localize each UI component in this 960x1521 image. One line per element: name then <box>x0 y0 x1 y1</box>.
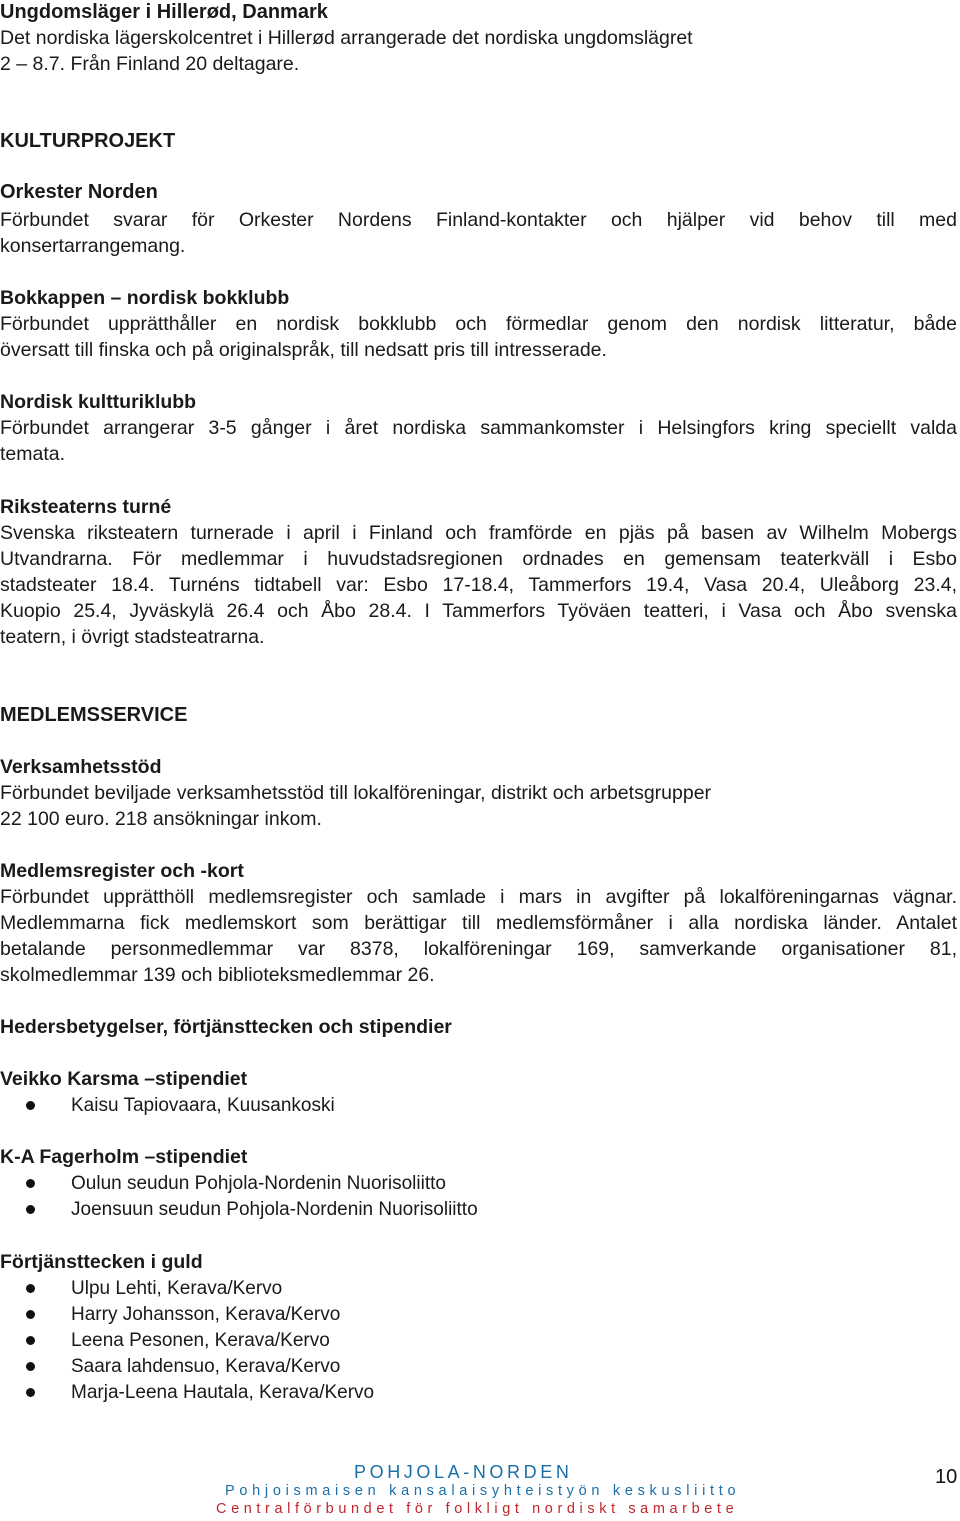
paragraph-line: betalande personmedlemmar var 8378, lokalföreningar 169, samverkande organisationer 81, <box>0 938 957 960</box>
subheading-medlemsregister: Medlemsregister och -kort <box>0 860 244 882</box>
footer-org-name: POHJOLA-NORDEN <box>354 1462 573 1482</box>
paragraph-line: Förbundet arrangerar 3-5 gånger i året nordiska sammankomster i Helsingfors kring speciellt valda <box>0 417 957 439</box>
paragraph-line: konsertarrangemang. <box>0 235 186 257</box>
bullet-icon <box>26 1205 35 1214</box>
paragraph-line: Kuopio 25.4, Jyväskylä 26.4 och Åbo 28.4. I Tammerfors Työväen teatteri, i Vasa och Åbo svenska <box>0 600 957 622</box>
section-heading-ungdomslager: Ungdomsläger i Hillerød, Danmark <box>0 1 328 23</box>
paragraph-line: Svenska riksteatern turnerade i april i Finland och framförde en pjäs på basen av Wilhelm Mobergs <box>0 522 957 544</box>
list-item: Joensuun seudun Pohjola-Nordenin Nuorisoliitto <box>71 1199 478 1220</box>
list-item: Marja-Leena Hautala, Kerava/Kervo <box>71 1382 375 1403</box>
section-heading-medlemsservice: MEDLEMSSERVICE <box>0 704 188 726</box>
paragraph-line: översatt till finska och på originalspråk, till nedsatt pris till intresserade. <box>0 339 607 361</box>
list-item: Harry Johansson, Kerava/Kervo <box>71 1304 341 1325</box>
bullet-icon <box>26 1101 35 1110</box>
paragraph-line: Utvandrarna. För medlemmar i huvudstadsregionen ordnades en gemensam teaterkväll i Esbo <box>0 548 957 570</box>
bullet-icon <box>26 1362 35 1371</box>
subheading-hedersbetygelser: Hedersbetygelser, förtjänsttecken och stipendier <box>0 1016 452 1038</box>
paragraph-line: stadsteater 18.4. Turnéns tidtabell var: Esbo 17-18.4, Tammerfors 19.4, Vasa 20.4, Uleåborg 23.4, <box>0 574 957 596</box>
paragraph-line: Förbundet upprätthöll medlemsregister och samlade i mars in avgifter på lokalföreningarnas vägnar. <box>0 886 957 908</box>
subheading-kultturiklubb: Nordisk kultturiklubb <box>0 391 197 413</box>
bullet-icon <box>26 1336 35 1345</box>
subheading-verksamhetsstod: Verksamhetsstöd <box>0 756 162 778</box>
section-heading-kulturprojekt: KULTURPROJEKT <box>0 130 176 152</box>
list-item: Ulpu Lehti, Kerava/Kervo <box>71 1278 283 1299</box>
list-item: Saara lahdensuo, Kerava/Kervo <box>71 1356 341 1377</box>
footer-line-finnish: Pohjoismaisen kansalaisyhteistyön keskusliitto <box>225 1483 741 1499</box>
bullet-icon <box>26 1310 35 1319</box>
paragraph-line: Medlemmarna fick medlemskort som berättigar till medlemsförmåner i alla nordiska länder. Antalet <box>0 912 957 934</box>
subheading-riksteatern: Riksteaterns turné <box>0 496 172 518</box>
bullet-icon <box>26 1388 35 1397</box>
subheading-karsma-stipendiet: Veikko Karsma –stipendiet <box>0 1068 248 1090</box>
paragraph-line: Förbundet beviljade verksamhetsstöd till lokalföreningar, distrikt och arbetsgrupper <box>0 782 712 804</box>
paragraph-line: skolmedlemmar 139 och biblioteksmedlemmar 26. <box>0 964 435 986</box>
subheading-fortjansttecken-guld: Förtjänsttecken i guld <box>0 1251 203 1273</box>
page-number: 10 <box>935 1466 958 1488</box>
paragraph-line: temata. <box>0 443 66 465</box>
paragraph-line: Förbundet upprätthåller en nordisk bokklubb och förmedlar genom den nordisk litteratur, både <box>0 313 957 335</box>
subheading-fagerholm-stipendiet: K-A Fagerholm –stipendiet <box>0 1146 248 1168</box>
list-item: Leena Pesonen, Kerava/Kervo <box>71 1330 330 1351</box>
paragraph-line: Det nordiska lägerskolcentret i Hillerød arrangerade det nordiska ungdomslägret <box>0 27 693 49</box>
footer-line-swedish: Centralförbundet för folkligt nordiskt samarbete <box>216 1501 739 1517</box>
bullet-icon <box>26 1179 35 1188</box>
paragraph-line: teatern, i övrigt stadsteatrarna. <box>0 626 265 648</box>
paragraph-line: 22 100 euro. 218 ansökningar inkom. <box>0 808 322 830</box>
subheading-bokkappen: Bokkappen – nordisk bokklubb <box>0 287 290 309</box>
list-item: Kaisu Tapiovaara, Kuusankoski <box>71 1095 335 1116</box>
subheading-orkester-norden: Orkester Norden <box>0 181 158 203</box>
paragraph-line: Förbundet svarar för Orkester Nordens Finland-kontakter och hjälper vid behov till med <box>0 209 957 231</box>
list-item: Oulun seudun Pohjola-Nordenin Nuorisoliitto <box>71 1173 446 1194</box>
paragraph-line: 2 – 8.7. Från Finland 20 deltagare. <box>0 53 300 75</box>
bullet-icon <box>26 1284 35 1293</box>
